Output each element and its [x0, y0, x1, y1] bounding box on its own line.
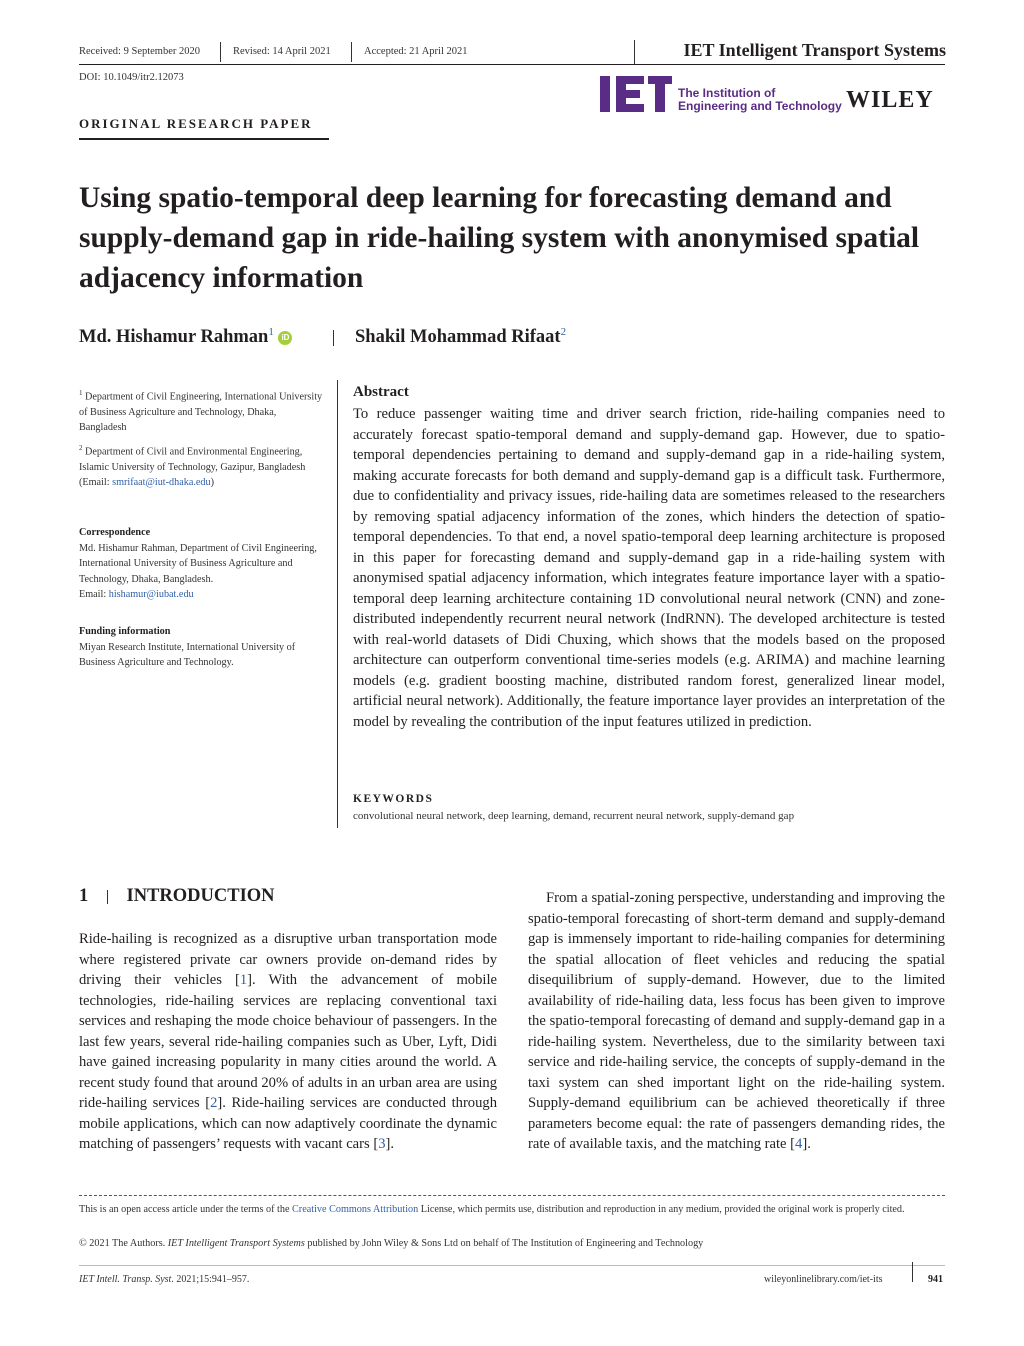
intro-left-paragraph: Ride-hailing is recognized as a disruptive urban transportation mode where registered private car owners provide on-demand rides by driving their vehicles [1]. With the advancement of mobile technologies, ride-hailing services are replacing conventional taxi services and reshaping the mode choice behaviour of passengers. In the last few years, several ride-hailing companies such as Uber, Lyft, Didi have gained increasing popularity in many cities around the world. A recent study found that around 20% of adults in an urban area are using ride-hailing services [2]. Ride-hailing services are conducted through mobile applications, which can now adaptively coordinate the dynamic matching of passengers’ requests with vacant cars [3].	[79, 931, 497, 1152]
author-1	[79, 326, 292, 348]
page-number: 941	[928, 1274, 943, 1285]
abstract-heading: Abstract	[353, 384, 409, 400]
iet-name: The Institution of Engineering and Technology	[678, 86, 842, 113]
keywords-text: convolutional neural network, deep learning, demand, recurrent neural network, supply-demand gap	[353, 810, 795, 822]
divider	[912, 1262, 913, 1282]
intro-right-paragraph: From a spatial-zoning perspective, understanding and improving the spatio-temporal forecasting of short-term demand and supply-demand gap is immensely important to ride-hailing companies for determining the spatial allocation of fleet vehicles and reducing the spatial disequilibrium of supply-demand. However, due to the limited availability of ride-hailing data, less focus has been given to improve the spatio-temporal forecasting of demand and supply-demand gap in a ride-hailing system. Nevertheless, due to the similarity between taxi service and ride-hailing service, the concepts of supply-demand in the taxi system can shed important light on the ride-hailing system. Supply-demand equilibrium can be achieved theoretically if three parameters become equal: the rate of passengers demanding rides, the rate of available taxis, and the matching rate [4].	[528, 890, 945, 1152]
accepted-date: Accepted: 21 April 2021	[364, 46, 468, 57]
abstract-text: To reduce passenger waiting time and driver search friction, ride-hailing companies need to accurately forecast spatio-temporal demand and supply-demand gap. However, due to spatio-temporal dependencies pertaining to demand and supply-demand gap in a ride-hailing system, making accurate forecasts for both demand and supply-demand gap is a difficult task. Furthermore, due to confidentiality and privacy issues, ride-hailing data are sometimes released to the researchers by removing spatial adjacency information of the zones, which hinders the detection of spatio-temporal dependencies. To that end, a novel spatio-temporal deep learning architecture is proposed in this paper for forecasting demand and supply-demand gap in a ride-hailing system with anonymised spatial adjacency information, which integrates feature importance layer with a spatio-temporal deep learning architecture containing 1D convolutional neural network (CNN) and zone-distributed independently recurrent neural network (IndRNN). The developed architecture is tested with real-world datasets of Didi Chuxing, which shows that the models based on the proposed architecture can outperform conventional time-series models (e.g. ARIMA) and machine learning models (e.g. gradient boosting machine, distributed random forest, generalized linear model, artificial neural network). Additionally, the feature importance layer provides an interpretation of the model by revealing the contribution of the input features utilized in prediction.	[353, 406, 945, 730]
correspondence: Correspondence Md. Hishamur Rahman, Department of Civil Engineering, International University of Business Agriculture and Technology, Dhaka, Bangladesh. Email: hishamur@iubat.edu	[79, 527, 317, 600]
author-sup: 2	[560, 326, 567, 338]
section-heading	[79, 886, 275, 907]
paper-title: Using spatio-temporal deep learning for forecasting demand and supply-demand gap in ride-hailing system with anonymised spatial adjacency information	[79, 182, 920, 294]
ref-link[interactable]: 1	[239, 972, 248, 988]
doi: DOI: 10.1049/itr2.12073	[79, 72, 184, 83]
section-number: 1	[79, 886, 89, 906]
keywords-heading: KEYWORDS	[353, 793, 434, 805]
ref-link[interactable]: 4	[795, 1136, 803, 1152]
ref-link[interactable]: 2	[210, 1095, 218, 1111]
license-text: This is an open access article under the terms of the Creative Commons Attribution License, which permits use, distribution and reproduction in any medium, provided the original work is properly cited.	[79, 1204, 905, 1215]
affiliation-2: $^2$ Department of Civil and Environmental Engineering, Islamic University of Technology, Gazipur, Bangladesh (Email: smrifaat@iut-dhaka.edu)	[79, 444, 306, 489]
ref-link[interactable]: 3	[378, 1136, 386, 1152]
journal-url-link[interactable]: wileyonlinelibrary.com/iet-its	[764, 1274, 883, 1285]
license-link[interactable]: Creative Commons Attribution	[292, 1204, 419, 1215]
author-sup: 1	[268, 326, 274, 338]
header-rule	[79, 64, 945, 65]
affiliation-1: $^1$ Department of Civil Engineering, International University of Business Agriculture and Technology, Dhaka, Bangladesh	[79, 389, 323, 434]
received-date: Received: 9 September 2020	[79, 46, 201, 57]
copyright: © 2021 The Authors. IET Intelligent Transport Systems published by John Wiley & Sons Ltd on behalf of The Institution of Engineering and Technology	[79, 1238, 704, 1249]
author-2	[355, 326, 566, 348]
divider	[351, 42, 352, 62]
funding: Funding information Miyan Research Institute, International University of Business Agriculture and Technology.	[79, 626, 296, 668]
revised-date: Revised: 14 April 2021	[233, 46, 331, 57]
correspondence-heading: Correspondence	[79, 527, 151, 538]
author-name: Shakil Mohammad Rifaat	[355, 327, 561, 348]
divider	[333, 330, 334, 346]
section-title: INTRODUCTION	[126, 886, 275, 906]
divider	[634, 40, 635, 64]
author-name: Md. Hishamur Rahman	[79, 327, 269, 348]
wiley-logo: WILEY	[846, 87, 934, 113]
footer-rule	[79, 1265, 945, 1266]
journal-name: IET Intelligent Transport Systems	[683, 40, 946, 60]
footer-dash-rule	[79, 1195, 945, 1196]
kicker-underline	[79, 138, 329, 140]
email-link[interactable]: smrifaat@iut-dhaka.edu	[112, 477, 211, 489]
funding-heading: Funding information	[79, 626, 171, 637]
correspondence-email-link[interactable]: hishamur@iubat.edu	[108, 589, 194, 600]
article-type: ORIGINAL RESEARCH PAPER	[79, 116, 313, 131]
iet-logo-icon	[600, 76, 672, 112]
citation: IET Intell. Transp. Syst. 2021;15:941–957.	[79, 1274, 250, 1285]
orcid-icon[interactable]: iD	[278, 331, 292, 345]
abstract-rule	[337, 380, 338, 828]
divider	[220, 42, 221, 62]
